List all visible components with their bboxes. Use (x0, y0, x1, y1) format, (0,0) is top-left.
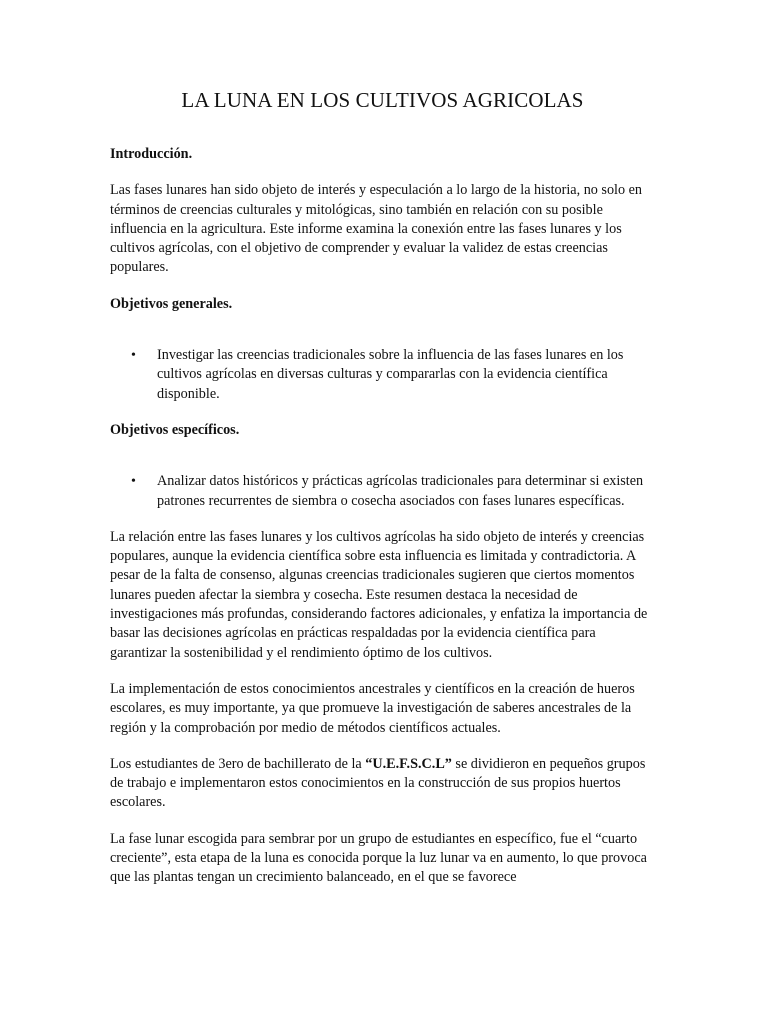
specific-objectives-heading: Objetivos específicos. (110, 421, 240, 438)
list-item (110, 472, 655, 511)
students-text-before: Los estudiantes de 3ero de bachillerato de la (110, 755, 366, 772)
relation-paragraph: La relación entre las fases lunares y los cultivos agrícolas ha sido objeto de interés y creencias populares, aunque la evidencia científica sobre esta influencia es limitada y contradictoria. A pesar de la falta de consenso, algunas creencias tradicionales sugieren que ciertos momentos lunares pueden afectar la siembra y cosecha. Este resumen destaca la necesidad de investigaciones más profundas, considerando factores adicionales, y enfatiza la importancia de basar las decisiones agrícolas en prácticas respaldadas por la evidencia científica para garantizar la sostenibilidad y el rendimiento óptimo de los cultivos. (110, 528, 648, 661)
general-objectives-list (110, 331, 655, 404)
specific-objectives-list (110, 457, 655, 511)
list-item-text: Investigar las creencias tradicionales sobre la influencia de las fases lunares en los cultivos agrícolas en diversas culturas y compararlas con la evidencia científica disponible. (157, 347, 624, 402)
bullet-icon: • (131, 348, 136, 364)
intro-heading: Introducción. (110, 146, 193, 162)
general-objectives-heading: Objetivos generales. (110, 295, 233, 312)
students-text-after: se dividieron en pequeños grupos de trabajo e implementaron estos conocimientos en la construcción de sus propios huertos escolares. (110, 755, 646, 811)
document-title: LA LUNA EN LOS CULTIVOS AGRICOLAS (181, 88, 584, 112)
list-item-text: Analizar datos históricos y prácticas agrícolas tradicionales para determinar si existen patrones recurrentes de siembra o cosecha asociados con fases lunares específicas. (157, 473, 644, 509)
intro-paragraph: Las fases lunares han sido objeto de interés y especulación a lo largo de la historia, no solo en términos de creencias culturales y mitológicas, sino también en relación con su posible influencia en la agricultura. Este informe examina la conexión entre las fases lunares y los cultivos agrícolas, con el objetivo de comprender y evaluar la validez de estas creencias populares. (110, 182, 643, 276)
document-page (110, 86, 655, 905)
students-paragraph (110, 755, 655, 813)
list-item (110, 346, 655, 404)
bullet-icon: • (131, 474, 136, 490)
implementation-paragraph: La implementación de estos conocimientos ancestrales y científicos en la creación de hueros escolares, es muy importante, ya que promueve la investigación de saberes ancestrales de la región y la comprobación por medio de métodos científicos actuales. (110, 680, 635, 736)
lunar-phase-paragraph: La fase lunar escogida para sembrar por un grupo de estudiantes en específico, fue el “cuarto creciente”, esta etapa de la luna es conocida porque la luz lunar va en aumento, lo que provoca que las plantas tengan un crecimiento balanceado, en el que se favorece (110, 830, 647, 886)
school-name: “U.E.F.S.C.L” (365, 755, 452, 772)
